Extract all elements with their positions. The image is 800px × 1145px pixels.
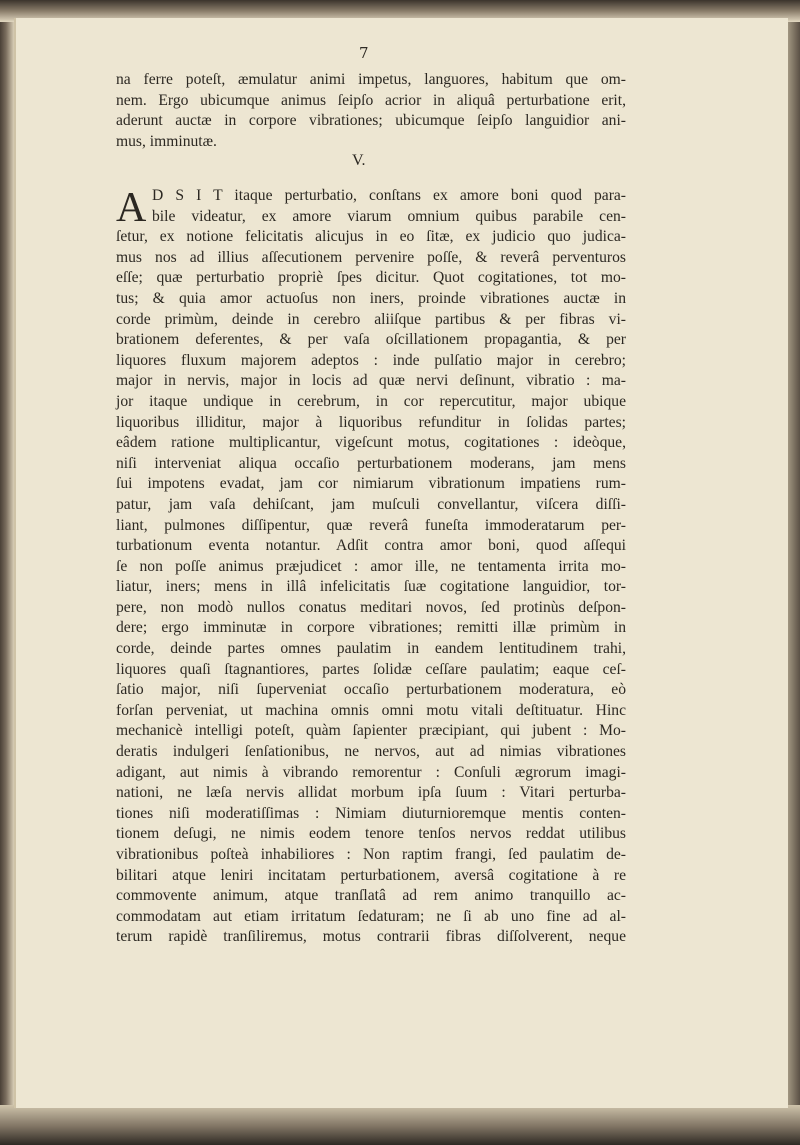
text-line: aderunt auctæ in corpore vibrationes; ubicumque ſeipſo languidior ani- (116, 112, 626, 130)
text-line: terum rapidè tranſiliremus, motus contrarii fibras diſſolverent, neque (116, 928, 626, 946)
text-line: liquoribus illiditur, major à liquoribus refunditur in ſolidas partes; (116, 413, 626, 431)
text-line: turbationum eventa notantur. Adſit contra amor boni, quod aſſequi (116, 537, 626, 555)
text-line: niſi interveniat aliqua occaſio perturbationem moderans, jam mens (116, 454, 626, 472)
text-line: corde primùm, deinde in cerebro aliiſque partibus & per fibras vi- (116, 310, 626, 328)
text-line: bile videatur, ex amore viarum omnium quibus parabile cen- (152, 207, 626, 225)
section-heading: V. (352, 152, 366, 169)
text-line: tionem deſugi, ne nimis eodem tenore tenſos nervos reddat utilibus (116, 825, 626, 843)
text-line: mus nos ad illius aſſecutionem pervenire poſſe, & reverâ perventuros (116, 248, 626, 266)
paragraph-section-v (116, 186, 626, 948)
text-line: brationem deferentes, & per vaſa oſcillationem propagantia, & per (116, 331, 626, 349)
text-line: patur, jam vaſa dehiſcant, jam muſculi convellantur, viſcera diſſi- (116, 495, 626, 513)
text-line: liant, pulmones diſſipentur, quæ reverâ funeſta immoderatarum per- (116, 516, 626, 534)
drop-cap: A (116, 185, 147, 231)
text-line: adigant, aut nimis à vibrando remorentur : Conſuli ægrorum imagi- (116, 763, 626, 781)
text-line: na ferre poteſt, æmulatur animi impetus, languores, habitum que om- (116, 71, 626, 88)
text-line: mus, imminutæ. (116, 132, 217, 150)
text-line: ſui impotens evadat, jam cor nimiarum vibrationum impatiens rum- (116, 475, 626, 493)
text-line: mechanicè intelligi poteſt, quàm ſapienter præcipiant, qui jubent : Mo- (116, 722, 626, 740)
text-line: tiones niſi moderatiſſimas : Nimiam diuturnioremque mentis conten- (116, 804, 626, 822)
text-line: pere, non modò nullos conatus meditari novos, ſed protinùs deſpon- (116, 598, 626, 616)
text-line: liatur, iners; mens in illâ infelicitatis ſuæ cogitatione languidior, tor- (116, 578, 626, 596)
paragraph-continuation (116, 70, 626, 152)
text-line: corde, deinde partes omnes paulatim in eandem lentitudinem trahi, (116, 640, 626, 658)
text-line: dere; ergo imminutæ in corpore vibrationes; remitti illæ primùm in (116, 619, 626, 637)
text-line: nationi, ne læſa nervis allidat morbum ipſa ſuum : Vitari perturba- (116, 784, 626, 802)
text-line: forſan perveniat, ut machina omnis omni motu vitali deſtituatur. Hinc (116, 701, 626, 719)
text-line: deratis indulgeri ſenſationibus, ne nervos, aut ad nimias vibrationes (116, 743, 626, 761)
text-line: ſatio major, niſi ſuperveniat occaſio perturbationem moderatura, eò (116, 681, 626, 699)
text-line: ſe non poſſe animus præjudicet : amor ille, ne tentamenta irrita mo- (116, 557, 626, 575)
text-line: liquores quaſi ſtagnantiores, partes ſolidæ ceſſare paulatim; eaque ceſ- (116, 660, 626, 678)
page-number: 7 (359, 44, 369, 62)
text-line: eſſe; quæ perturbatio propriè ſpes dicitur. Quot cogitationes, tot mo- (116, 269, 626, 287)
text-line: jor itaque undique in cerebrum, in cor repercutitur, major ubique (116, 392, 626, 410)
text-line: tus; & quia amor actuoſus non iners, proinde vibrationes auctæ in (116, 289, 626, 307)
text-line: major in nervis, major in locis ad quæ nervi deſinunt, vibratio : ma- (116, 372, 626, 390)
text-line: ſetur, ex notione felicitatis alicujus in eo ſitæ, ex judicio quo judica- (116, 228, 626, 246)
text-line: vibrationibus poſteà inhabiliores : Non raptim frangi, ſed paulatim de- (116, 846, 626, 863)
text-line: eâdem ratione multiplicantur, vigeſcunt motus, cogitationes : ideòque, (116, 434, 626, 452)
text-line: D S I T itaque perturbatio, conſtans ex amore boni quod para- (152, 187, 626, 204)
text-line: commovente animum, atque tranſlatâ ad rem animo tranquillo ac- (116, 887, 626, 905)
text-line: nem. Ergo ubicumque animus ſeipſo acrior in aliquâ perturbatione erit, (116, 91, 626, 109)
text-line: liquores fluxum majorem adeptos : inde pulſatio major in cerebro; (116, 351, 626, 369)
text-line: bilitari atque leniri incitatam perturbationem, aversâ cogitatione à re (116, 866, 626, 884)
book-bottom-edge (0, 1105, 800, 1145)
paragraph-body (116, 227, 626, 948)
text-line: commodatam aut etiam irritatum ſedaturam; ne ſi ab uno fine ad al- (116, 907, 626, 925)
